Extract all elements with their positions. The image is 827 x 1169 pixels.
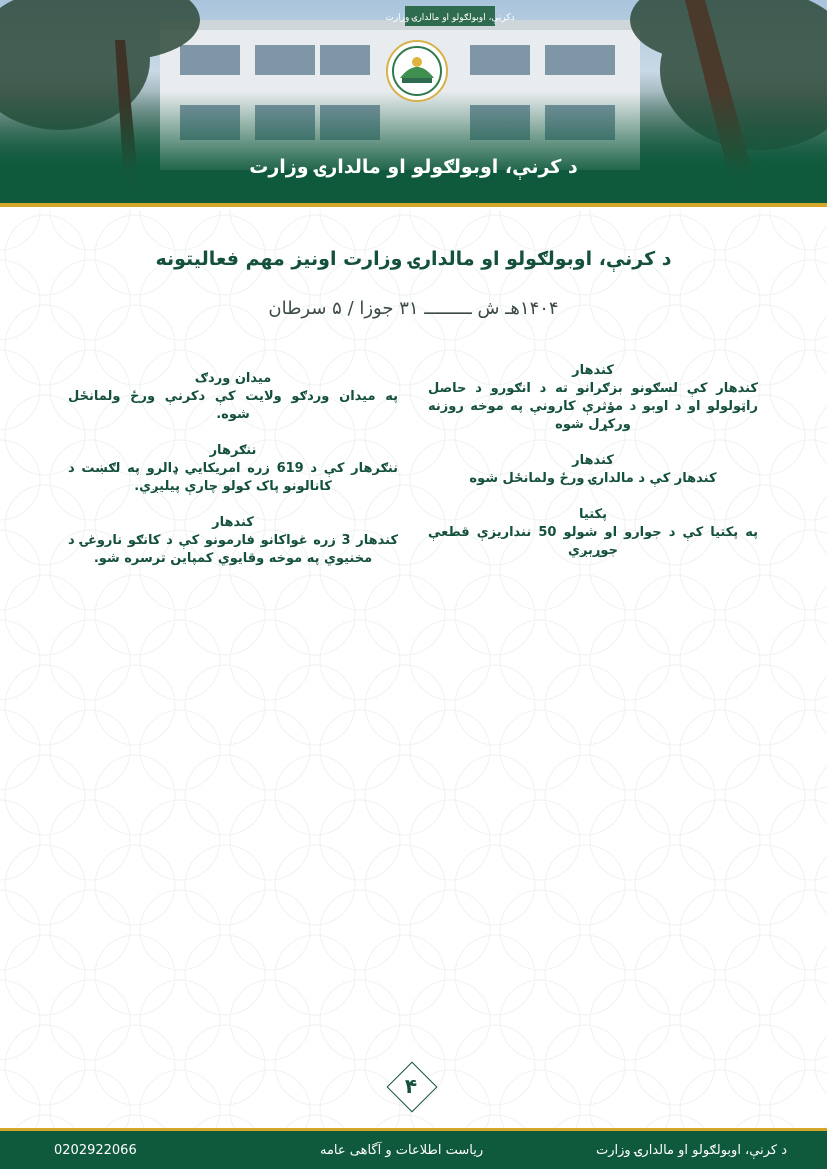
activity-province: میدان وردګ (194, 371, 272, 386)
activity-province: کندهار (212, 515, 254, 530)
footer-ministry: د کرنې، اوبولګولو او مالدارۍ وزارت (595, 1143, 787, 1158)
activity-text: په میدان وردګو ولایت کې دکرنې ورځ ولمانځل شوه. (68, 389, 398, 422)
activity-item (428, 452, 758, 488)
activity-province: پکتیا (579, 507, 607, 522)
footer-department: ریاست اطلاعات و آگاهی عامه (320, 1143, 484, 1158)
activity-text: په پکتیا کې د جوارو او شولو 50 ننداریزې قطعې جوړېږي (428, 525, 758, 558)
building-sign: دکرنې، اوبولګولو او مالدارۍ وزارت (385, 13, 515, 23)
activity-province: ننګرهار (209, 443, 257, 458)
footer-phone: 0202922066 (54, 1143, 137, 1158)
activity-province: کندهار (572, 363, 614, 378)
activity-text: ننګرهار کې د 619 زره امریکايي ډالرو په لګښت د کانالونو پاک کولو چارې پیلیږي. (68, 461, 399, 494)
activity-item (428, 506, 758, 560)
ministry-seal-icon (386, 40, 448, 102)
activity-item (68, 442, 398, 496)
background-pattern (0, 210, 827, 1130)
activity-item (68, 370, 398, 424)
header-banner (0, 0, 827, 203)
activity-text: کندهار کې لسګونو بزګرانو ته د انګورو د حاصل راټولولو او د اوبو د مؤثرې کارونې په موخه روزنه ورکړل شوه (428, 381, 758, 432)
document-title: د کرنې، اوبولګولو او مالدارۍ وزارت اونيز مهم فعالیتونه (155, 248, 672, 270)
activity-text: کندهار 3 زره غواکانو فارمونو کې د کانګو ناروغۍ د مخنیوي په موخه وقایوي کمپاين ترسره شو. (68, 533, 399, 566)
activities-right-column (428, 362, 758, 578)
footer-bar (0, 1128, 827, 1169)
activity-province: کندهار (572, 453, 614, 468)
document-date: ۱۴۰۴هـ ش ـــــــــ ۳۱ جوزا / ۵ سرطان (268, 298, 559, 319)
activity-item (68, 514, 398, 568)
page-number: ۴ (404, 1074, 418, 1098)
header-title: د کرنې، اوبولګولو او مالدارۍ وزارت (249, 156, 578, 178)
header-gold-rule (0, 203, 827, 207)
activities-left-column (68, 370, 398, 586)
activity-text: کندهار کې د مالدارۍ ورځ ولمانځل شوه (469, 471, 717, 486)
activity-item (428, 362, 758, 434)
